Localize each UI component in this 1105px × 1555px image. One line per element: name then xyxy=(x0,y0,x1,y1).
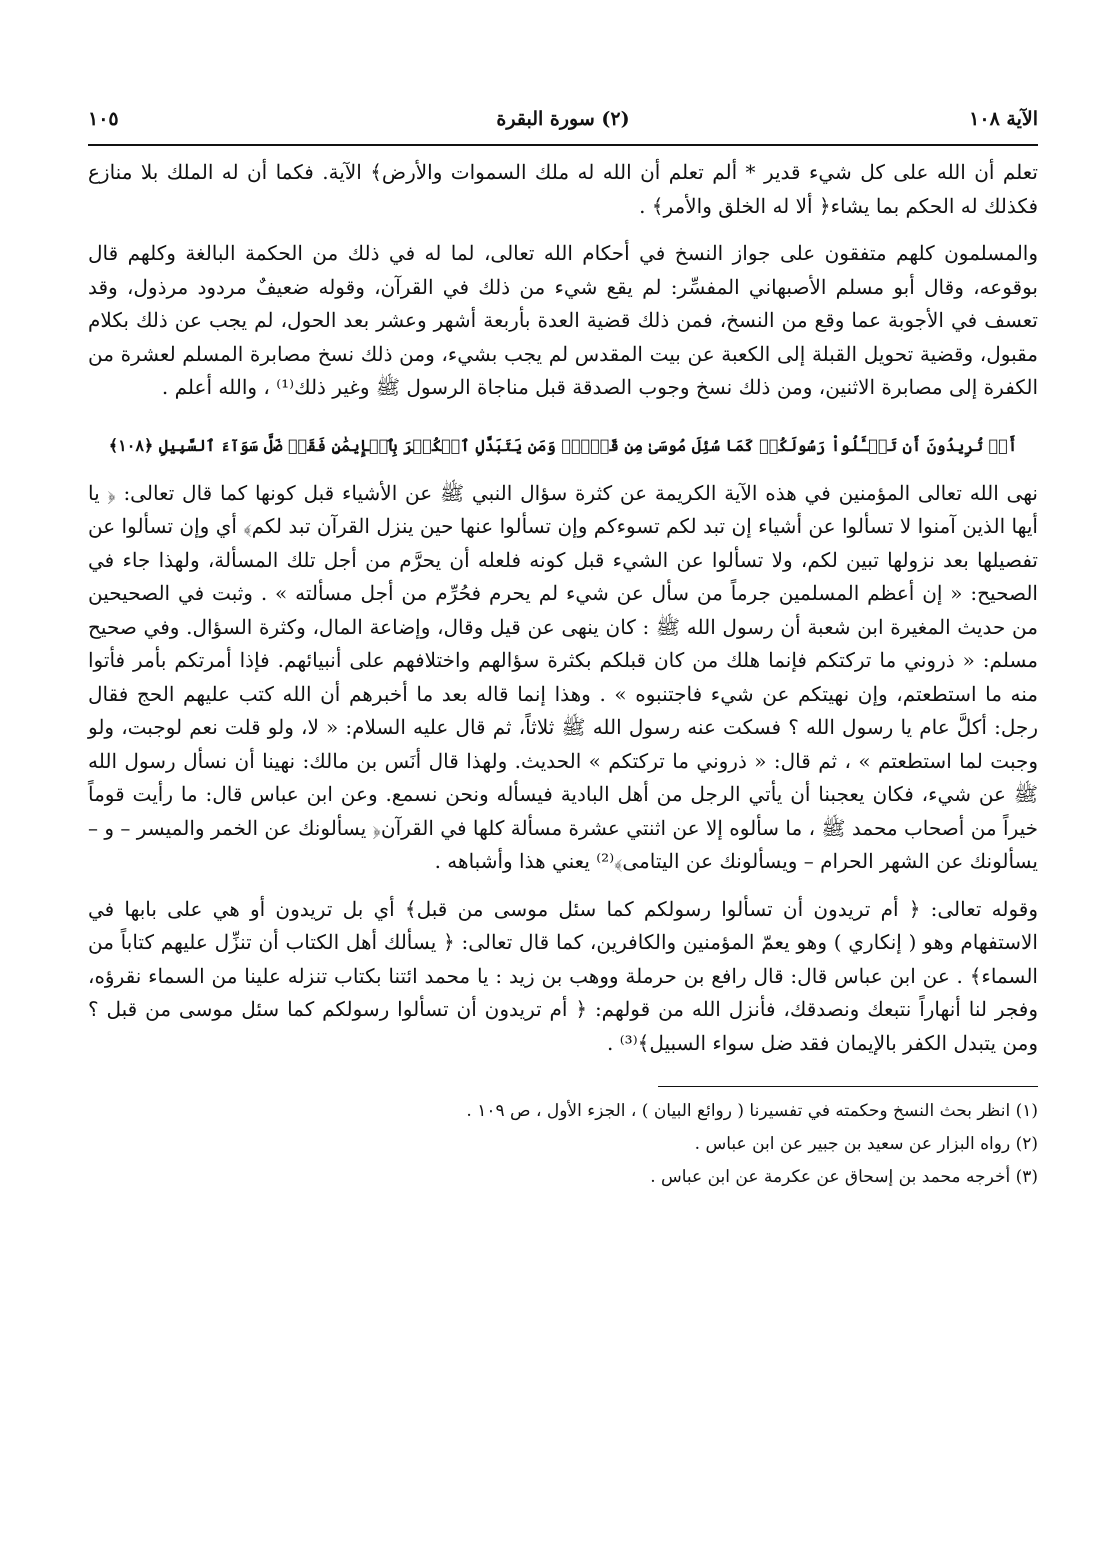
paragraph-2: والمسلمون كلهم متفقون على جواز النسخ في أحكام الله تعالى، لما له في ذلك من الحكمة البالغة وكلهم قال بوقوعه، وقال أبو مسلم الأصبهاني المفسِّر: لم يقع شيء من ذلك في القرآن، وقوله ضعيفٌ مردود مرذول، وقد تعسف في الأجوبة عما وقع من النسخ، فمن ذلك قضية العدة بأربعة أشهر وعشر بعد الحول، لم يجب عن ذلك بكلام مقبول، وقضية تحويل القبلة إلى الكعبة عن بيت المقدس لم يجب بشيء، ومن ذلك نسخ مصابرة المسلم لعشرة من الكفرة إلى مصابرة الاثنين، ومن ذلك نسخ وجوب الصدقة قبل مناجاة الرسول ﷺ وغير ذلك⁽¹⁾ ، والله أعلم . xyxy=(88,241,1038,399)
footnote-divider xyxy=(658,1086,1038,1087)
header-divider xyxy=(88,144,1038,146)
paragraph-1: تعلم أن الله على كل شيء قدير * ألم تعلم أن الله له ملك السموات والأرض﴾ الآية. فكما أن له الملك بلا منازع فكذلك له الحكم بما يشاء﴿ ألا له الخلق والأمر﴾ . xyxy=(88,160,1038,218)
ayah-label: الآية ١٠٨ xyxy=(969,108,1038,130)
running-header xyxy=(88,108,1038,144)
quran-verse: أَمۡ تُرِيدُونَ أَن تَسۡـَٔلُواْ رَسُولَكُمۡ كَمَا سُئِلَ مُوسَىٰ مِن قَبۡلُۗ وَمَن يَتَبَدَّلِ ٱلۡكُفۡرَ بِٱلۡإِيمَٰنِ فَقَدۡ ضَلَّ سَوَآءَ ٱلسَّبِيلِ ﴿١٠٨﴾ xyxy=(108,435,1018,455)
paragraph-3: نهى الله تعالى المؤمنين في هذه الآية الكريمة عن كثرة سؤال النبي ﷺ عن الأشياء قبل كونها كما قال تعالى: ﴿ يا أيها الذين آمنوا لا تسألوا عن أشياء إن تبد لكم تسوءكم وإن تسألوا عنها حين ينزل القرآن تبد لكم﴾ أي وإن تسألوا عن تفصيلها بعد نزولها تبين لكم، ولا تسألوا عن الشيء قبل كونه فلعله أن يحرَّم من أجل تلك المسألة، ولهذا جاء في الصحيح: « إن أعظم المسلمين جرماً من سأل عن شيء لم يحرم فحُرِّم من أجل مسألته » . وثبت في الصحيحين من حديث المغيرة ابن شعبة أن رسول الله ﷺ : كان ينهى عن قيل وقال، وإضاعة المال، وكثرة السؤال. وفي صحيح مسلم: « ذروني ما تركتكم فإنما هلك من كان قبلكم بكثرة سؤالهم واختلافهم على أنبيائهم. فإذا أمرتكم بأمر فأتوا منه ما استطعتم، وإن نهيتكم عن شيء فاجتنبوه » . وهذا إنما قاله بعد ما أخبرهم أن الله كتب عليهم الحج فقال رجل: أكلَّ عام يا رسول الله ؟ فسكت عنه رسول الله ﷺ ثلاثاً، ثم قال عليه السلام: « لا، ولو قلت نعم لوجبت، ولو وجبت لما استطعتم » ، ثم قال: « ذروني ما تركتكم » الحديث. ولهذا قال أنَس بن مالك: نهينا أن نسأل رسول الله ﷺ عن شيء، فكان يعجبنا أن يأتي الرجل من أهل البادية فيسأله ونحن نسمع. وعن ابن عباس قال: ما رأيت قوماً خيراً من أصحاب محمد ﷺ ، ما سألوه إلا عن اثنتي عشرة مسألة كلها في القرآن﴿ يسألونك عن الخمر والميسر – و – يسألونك عن الشهر الحرام – ويسألونك عن اليتامى﴾⁽²⁾ يعني هذا وأشباهه . xyxy=(88,480,1038,873)
page-number: ١٠٥ xyxy=(88,108,119,130)
footnotes xyxy=(88,1095,1038,1194)
footnote-1: (١) انظر بحث النسخ وحكمته في تفسيرنا ( روائع البيان ) ، الجزء الأول ، ص ١٠٩ . xyxy=(466,1101,1038,1121)
footnote-3: (٣) أخرجه محمد بن إسحاق عن عكرمة عن ابن عباس . xyxy=(650,1167,1038,1187)
surah-title: (٢) سورة البقرة xyxy=(496,108,630,130)
book-page xyxy=(88,108,1038,1194)
paragraph-4: وقوله تعالى: ﴿ أم تريدون أن تسألوا رسولكم كما سئل موسى من قبل﴾ أي بل تريدون أو هي على بابها في الاستفهام وهو ( إنكاري ) وهو يعمّ المؤمنين والكافرين، كما قال تعالى: ﴿ يسألك أهل الكتاب أن تنزِّل عليهم كتاباً من السماء﴾ . عن ابن عباس قال: قال رافع بن حرملة ووهب بن زيد : يا محمد ائتنا بكتاب تنزله علينا من السماء نقرؤه، وفجر لنا أنهاراً نتبعك ونصدقك، فأنزل الله من قولهم: ﴿ أم تريدون أن تسألوا رسولكم كما سئل موسى من قبل ؟ ومن يتبدل الكفر بالإيمان فقد ضل سواء السبيل﴾⁽³⁾ . xyxy=(88,896,1038,1055)
footnote-2: (٢) رواه البزار عن سعيد بن جبير عن ابن عباس . xyxy=(694,1134,1038,1154)
